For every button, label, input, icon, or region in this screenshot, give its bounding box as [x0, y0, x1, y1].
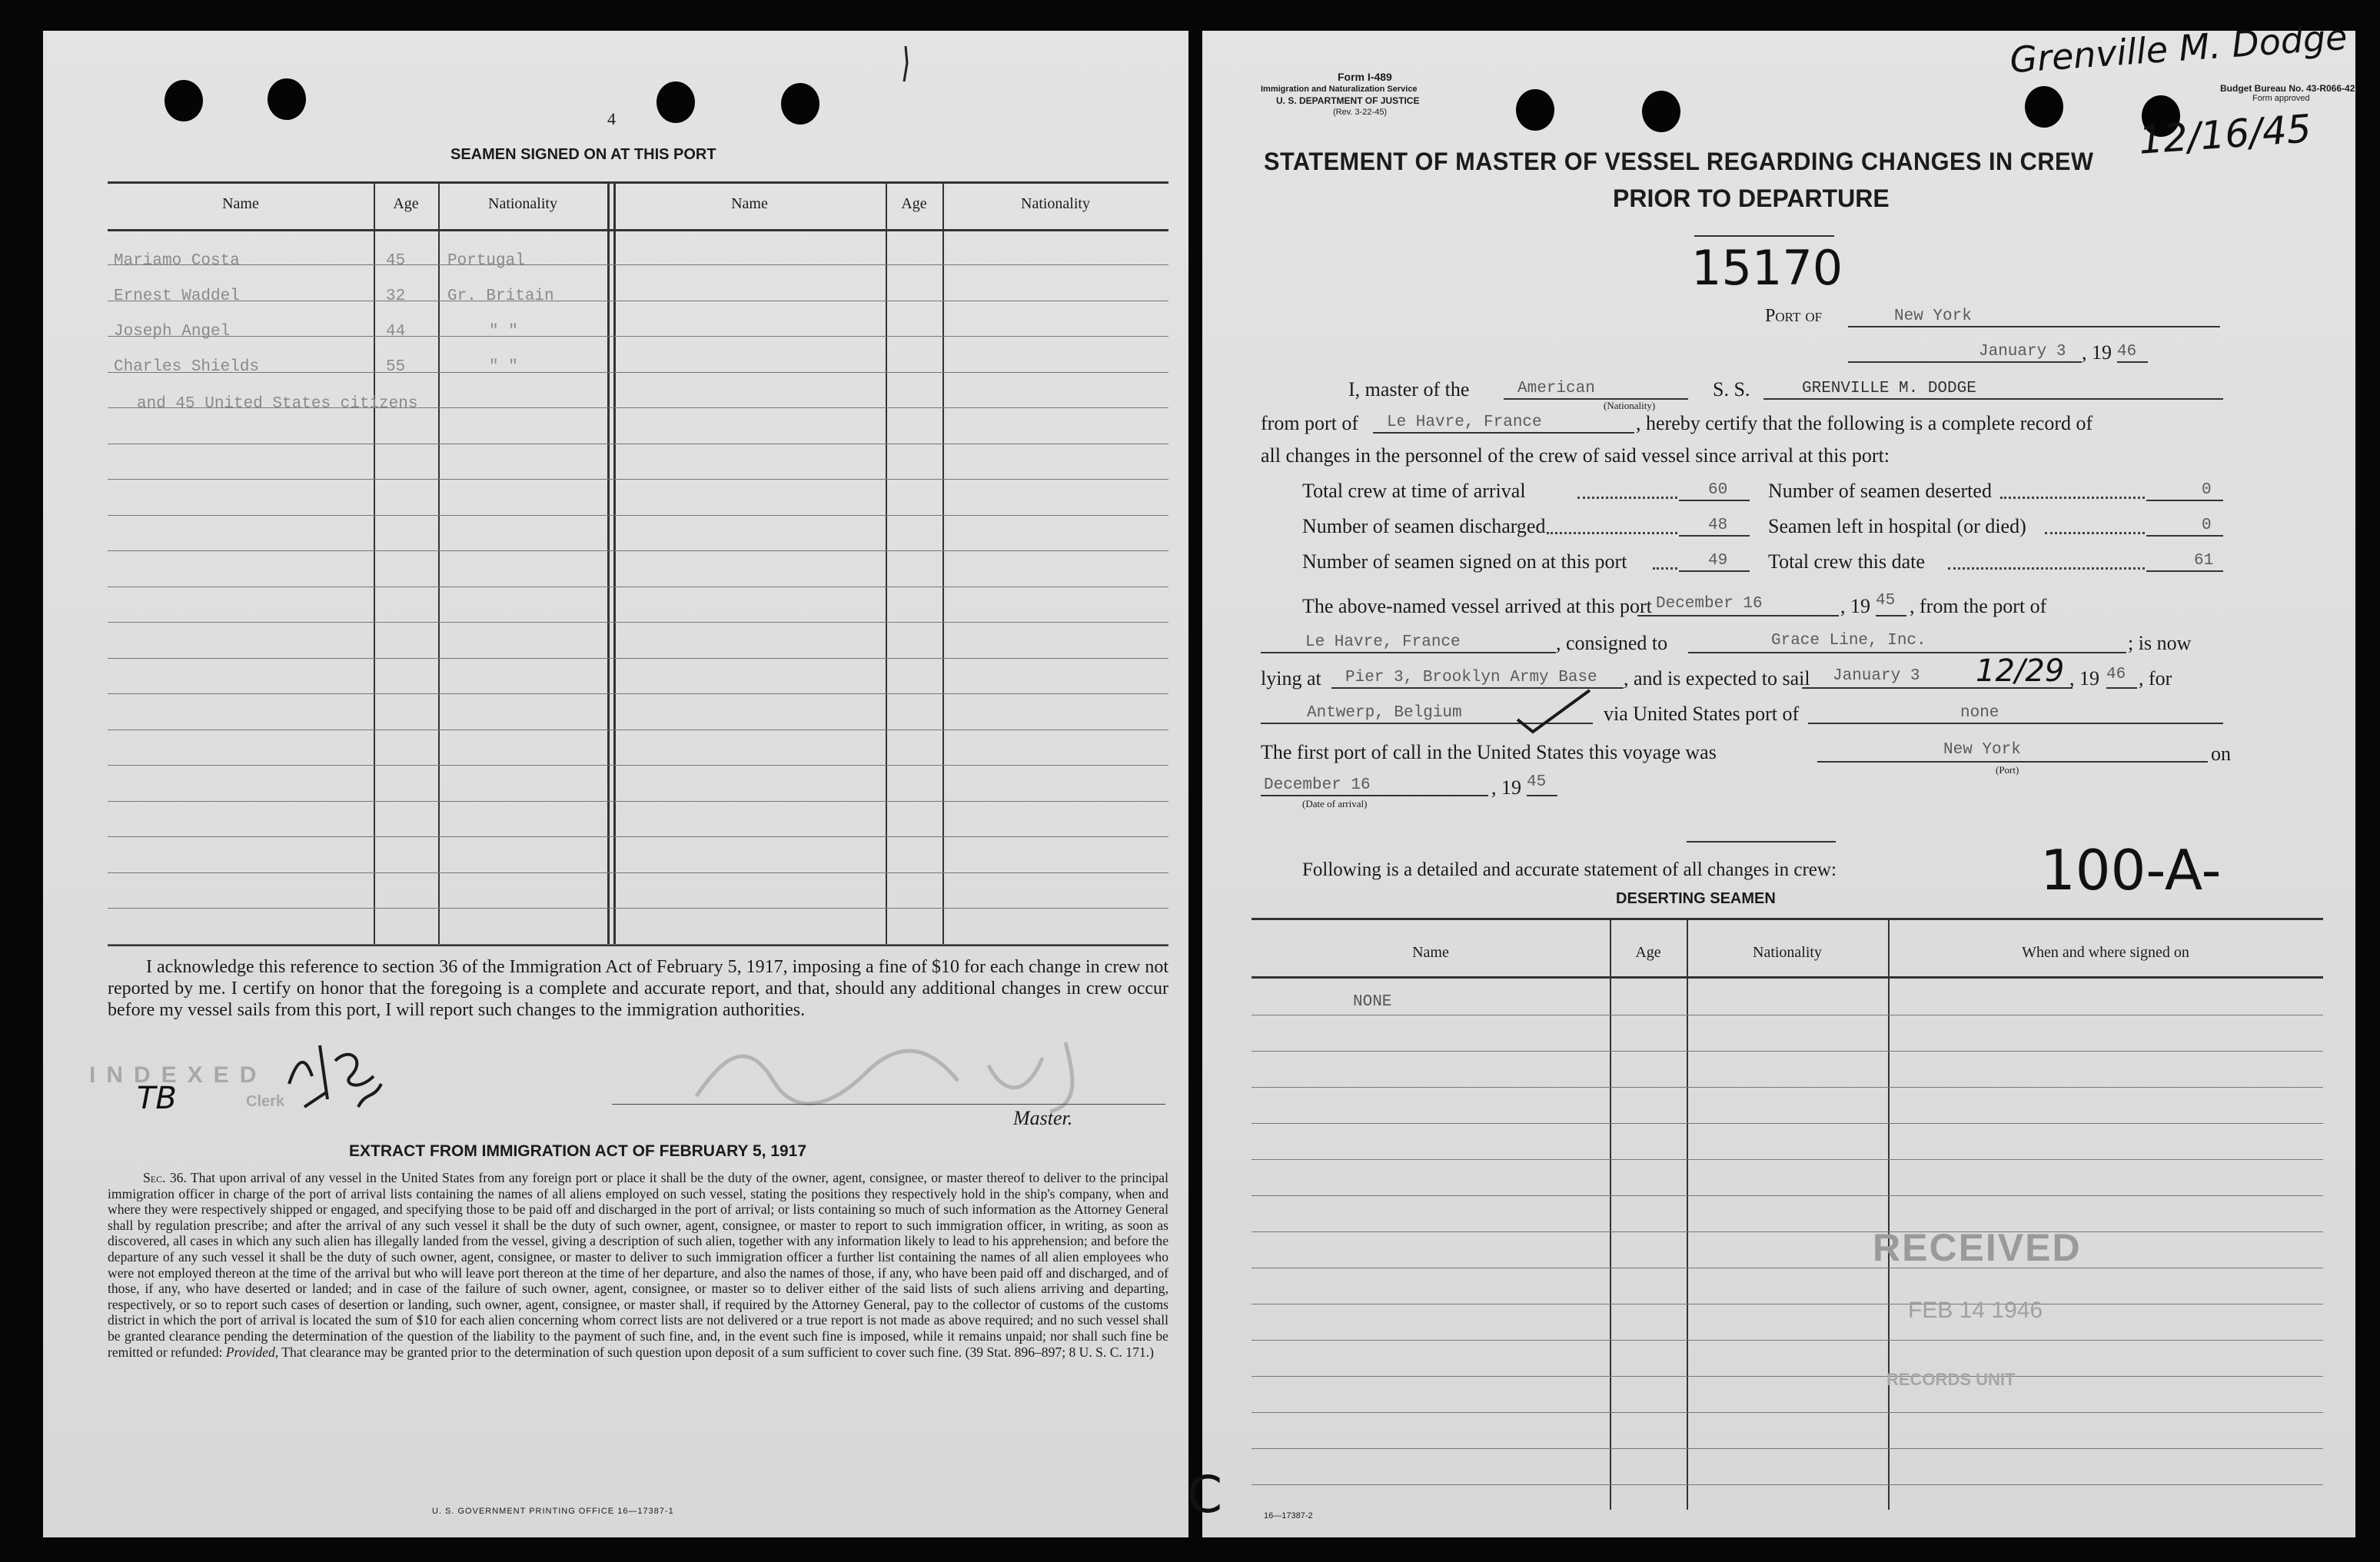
col-divider	[1610, 918, 1611, 1510]
col-divider	[374, 181, 375, 946]
arrived-year-prefix: , 19	[1840, 595, 1870, 617]
first-port-line	[1817, 761, 2208, 763]
row-1-age: 45	[386, 252, 406, 270]
handwritten-initials: TB	[137, 1081, 177, 1116]
row-2-name: Ernest Waddel	[114, 287, 240, 305]
table-row-rule	[1251, 1484, 2323, 1485]
col-divider	[942, 181, 944, 946]
table-row-rule	[108, 515, 1168, 516]
certify-text: , hereby certify that the following is a complete record of	[1636, 412, 2093, 434]
table-row-rule	[1251, 1376, 2323, 1377]
arrived-year-value: 45	[1876, 592, 1896, 610]
value-line	[1679, 570, 1750, 572]
handwritten-file-number: 15170	[1691, 240, 1843, 296]
expected-label: , and is expected to sail	[1624, 667, 1810, 690]
col-divider	[1888, 918, 1890, 1510]
year-line	[2106, 687, 2137, 689]
nationality-line	[1504, 398, 1688, 400]
first-arrival-year-prefix: , 19	[1491, 776, 1521, 799]
date-line	[1848, 361, 2082, 363]
total-crew-date-value: 61	[2194, 552, 2214, 570]
table-row-rule	[1251, 1412, 2323, 1413]
from-port-value: Le Havre, France	[1387, 414, 1542, 431]
col-header-nationality: Nationality	[488, 195, 557, 212]
via-line	[1808, 723, 2223, 724]
punch-hole	[1516, 89, 1554, 131]
extract-title: EXTRACT FROM IMMIGRATION ACT OF FEBRUARY 5, 1917	[349, 1142, 807, 1160]
col-divider	[613, 181, 616, 946]
year-line	[1527, 795, 1557, 796]
punch-hole	[2025, 86, 2063, 128]
extract-section: Sec. 36.	[143, 1170, 187, 1185]
all-changes-text: all changes in the personnel of the crew of said vessel since arrival at this port:	[1261, 444, 1890, 467]
consigned-label: , consigned to	[1556, 632, 1668, 654]
dot-leader	[1547, 532, 1677, 534]
faint-signature-icon	[681, 1027, 1112, 1119]
separator-rule	[1687, 841, 1836, 842]
col-header-nationality: Nationality	[1021, 195, 1090, 212]
table-row-rule	[1251, 1159, 2323, 1160]
arrived-label: The above-named vessel arrived at this port	[1302, 595, 1652, 617]
dot-leader	[2045, 532, 2145, 534]
deserted-label: Number of seamen deserted	[1768, 480, 1992, 502]
first-port-value: New York	[1943, 741, 2021, 759]
discharged-label: Number of seamen discharged	[1302, 515, 1546, 537]
extract-provided: Provided,	[225, 1344, 279, 1360]
extract-tail: That clearance may be granted prior to the determination of such question upon deposit of a sum sufficient to cover such fine. (39 Stat. 896–897; 8 U. S. C. 171.)	[281, 1344, 1154, 1360]
table-row-rule	[108, 479, 1168, 480]
deserting-row-1-name: NONE	[1353, 993, 1392, 1011]
origin-port-value: Le Havre, France	[1305, 633, 1461, 651]
punch-hole	[268, 78, 306, 120]
row-4-nationality: " "	[489, 358, 518, 376]
received-date-stamp: FEB 14 1946	[1908, 1298, 2043, 1323]
col-divider	[886, 181, 887, 946]
lying-at-label: lying at	[1261, 667, 1321, 690]
deserting-title: DESERTING SEAMEN	[1616, 890, 1776, 907]
table-row-rule	[108, 908, 1168, 909]
destination-value: Antwerp, Belgium	[1307, 704, 1462, 722]
deserting-table-header-border	[1251, 976, 2323, 979]
port-caption: (Port)	[1996, 764, 2019, 776]
col-divider	[1687, 918, 1688, 1510]
nationality-caption: (Nationality)	[1604, 400, 1656, 411]
year-prefix: , 19	[2082, 341, 2112, 364]
form-title-1: STATEMENT OF MASTER OF VESSEL REGARDING CHANGES IN CREW	[1264, 148, 2094, 175]
on-label: on	[2211, 743, 2231, 765]
page-number: 4	[607, 109, 616, 128]
dot-leader	[1577, 497, 1677, 499]
table-row-rule	[108, 765, 1168, 766]
form-title-2: PRIOR TO DEPARTURE	[1613, 184, 1890, 212]
staple-mark-icon	[899, 43, 915, 89]
acknowledgement-text: I acknowledge this reference to section 36 of the Immigration Act of February 5, 1917, imposing a fine of $10 for each change in crew not reported by me. I certify on honor that the foregoing is a complete and accurate report, and that, should any additional changes in crew occur before my vessel sails from this port, I will report such changes to the immigration authorities.	[108, 957, 1168, 1020]
handwritten-date: 12/16/45	[2137, 106, 2313, 163]
table-row-rule	[108, 872, 1168, 873]
following-text: Following is a detailed and accurate statement of all changes in crew:	[1302, 859, 1837, 880]
master-label: Master.	[1013, 1107, 1073, 1129]
row-3-nationality: " "	[489, 323, 518, 341]
first-arrival-value: December 16	[1264, 776, 1371, 794]
arrived-line	[1637, 615, 1839, 616]
table-top-border	[108, 181, 1168, 184]
total-crew-arrival-value: 60	[1708, 481, 1728, 499]
table-row-rule	[108, 372, 1168, 373]
first-arrival-line	[1261, 795, 1488, 796]
deserting-col-nationality: Nationality	[1753, 944, 1822, 961]
origin-port-line	[1261, 652, 1556, 653]
table-row-rule	[1251, 1340, 2323, 1341]
year-value: 46	[2117, 343, 2137, 361]
master-of-the-label: I, master of the	[1348, 378, 1470, 400]
date-value: January 3	[1979, 343, 2066, 361]
total-crew-arrival-label: Total crew at time of arrival	[1302, 480, 1526, 502]
from-port-label: from port of	[1261, 412, 1359, 434]
for-label: , for	[2139, 667, 2172, 690]
vessel-name-line	[1763, 398, 2223, 400]
from-the-port-of: , from the port of	[1910, 595, 2047, 617]
port-of-label: Port of	[1765, 306, 1823, 326]
value-line	[2146, 570, 2223, 572]
file-number-rule	[1694, 235, 1834, 237]
table-row-rule	[1251, 1051, 2323, 1052]
value-line	[2146, 500, 2223, 501]
punch-hole	[656, 81, 695, 123]
sail-year-value: 46	[2106, 666, 2126, 683]
arrived-value: December 16	[1656, 595, 1763, 613]
row-5-name: and 45 United States citizens	[137, 395, 418, 413]
row-2-age: 32	[386, 287, 406, 305]
agency-1: Immigration and Naturalization Service	[1261, 85, 1418, 94]
col-divider	[438, 181, 440, 946]
table-row-rule	[108, 336, 1168, 337]
value-line	[1679, 535, 1750, 537]
handwritten-sail-date: 12/29	[1976, 653, 2065, 689]
table-row-rule	[108, 658, 1168, 659]
row-4-name: Charles Shields	[114, 358, 260, 376]
deserting-col-age: Age	[1635, 944, 1661, 961]
year-line	[2117, 361, 2148, 363]
right-page	[1187, 15, 2358, 1537]
deserting-table-top	[1251, 918, 2323, 920]
table-row-rule	[1251, 1231, 2323, 1232]
row-4-age: 55	[386, 358, 406, 376]
form-approved: Form approved	[2252, 94, 2310, 103]
hospital-value: 0	[2202, 517, 2212, 534]
table-row-rule	[108, 729, 1168, 730]
col-header-name: Name	[222, 195, 259, 212]
value-line	[2146, 535, 2223, 537]
handwritten-code: 100-A-	[2040, 838, 2222, 902]
row-3-name: Joseph Angel	[114, 323, 231, 341]
table-row-rule	[108, 836, 1168, 837]
master-signature-line	[612, 1104, 1165, 1105]
table-row-rule	[108, 622, 1168, 623]
check-mark-icon	[1510, 684, 1594, 738]
records-unit-stamp: RECORDS UNIT	[1886, 1370, 2016, 1389]
table-row-rule	[108, 264, 1168, 265]
via-value: none	[1960, 704, 1999, 722]
total-crew-date-label: Total crew this date	[1768, 550, 1925, 573]
deserting-col-name: Name	[1412, 944, 1449, 961]
via-label: via United States port of	[1604, 703, 1800, 725]
table-row-rule	[108, 944, 1168, 945]
table-row-rule	[1251, 1195, 2323, 1196]
from-port-line	[1373, 432, 1634, 434]
clerk-stamp: Clerk	[246, 1093, 285, 1110]
row-1-name: Mariamo Costa	[114, 252, 240, 270]
revision: (Rev. 3-22-45)	[1333, 108, 1388, 117]
punch-hole	[165, 80, 203, 121]
section-title: SEAMEN SIGNED ON AT THIS PORT	[450, 146, 716, 163]
port-of-value: New York	[1894, 307, 1972, 325]
row-2-nationality: Gr. Britain	[447, 287, 554, 305]
printing-office: U. S. GOVERNMENT PRINTING OFFICE 16—17387-1	[432, 1507, 674, 1516]
dot-leader	[2000, 497, 2145, 499]
ss-label: S. S.	[1713, 378, 1750, 400]
table-row-rule	[108, 693, 1168, 694]
discharged-value: 48	[1708, 517, 1728, 534]
row-3-age: 44	[386, 323, 406, 341]
table-row-rule	[1251, 1448, 2323, 1449]
deserting-col-signed-on: When and where signed on	[2022, 944, 2189, 961]
table-row-rule	[108, 550, 1168, 551]
hospital-label: Seamen left in hospital (or died)	[1768, 515, 2026, 537]
lying-at-value: Pier 3, Brooklyn Army Base	[1345, 669, 1597, 686]
value-line	[1679, 500, 1750, 501]
received-stamp: RECEIVED	[1873, 1226, 2082, 1269]
sail-date-value: January 3	[1833, 667, 1920, 685]
signed-on-value: 49	[1708, 552, 1728, 570]
budget-bureau: Budget Bureau No. 43-R066-42.	[2220, 83, 2358, 94]
consignee-value: Grace Line, Inc.	[1771, 632, 1926, 650]
sail-year-prefix: , 19	[2069, 667, 2099, 690]
handwritten-vessel-name: Grenville M. Dodge	[2008, 15, 2349, 81]
left-page	[43, 31, 1188, 1537]
port-of-line	[1848, 326, 2220, 327]
nationality-value: American	[1517, 380, 1595, 397]
extract-body: That upon arrival of any vessel in the United States from any foreign port or place it shall be the duty of the owner, agent, consignee, or master thereof to deliver to the principal immigration officer in charge of the port of arrival lists containing the names of all aliens employed on such vessel, stating the positions they respectively hold in the ship's company, when and where they were respectively shipped or engaged, and specifying those to be paid off and discharged in the port of arrival; or lists containing so much of such information as the Attorney General shall by regulation prescribe; and after the arrival of any such vessel it shall be the duty of such owner, agent, consignee, or master to report to such immigration officer, in writing, as soon as discovered, all cases in which any such alien has illegally landed from the vessel, giving a description of such alien, together with any information likely to lead to his apprehension; and before the departure of any such vessel it shall be the duty of such owner, agent, consignee, or master to deliver to such immigration officer a further list containing the names of all alien employees who were not employed thereon at the time of the arrival but who will leave port thereon at the time of her departure, and also the names of those, if any, who have been paid off and discharged, and of those, if any, who have deserted or landed; and in case of the failure of such owner, agent, consignee, or master so to deliver either of the said lists of such aliens arriving and departing, respectively, or so to report such cases of desertion or landing, such owner, agent, consignee, or master shall, if required by the Attorney General, pay to the collector of customs of the customs district in which the port of arrival is located the sum of $10 for each alien concerning whom correct lists are not delivered or a true report is not made as above required; and no such vessel shall be granted clearance pending the determination of the question of the liability to the payment of such fine, and, in the event such fine is imposed, while it remains unpaid; nor shall such fine be remitted or refunded:	[108, 1170, 1168, 1360]
extract-text	[108, 1170, 1168, 1360]
col-header-name: Name	[731, 195, 768, 212]
first-port-label: The first port of call in the United States this voyage was	[1261, 741, 1717, 763]
is-now-label: ; is now	[2128, 632, 2192, 654]
punch-hole	[1642, 91, 1680, 132]
signed-on-label: Number of seamen signed on at this port	[1302, 550, 1627, 573]
date-of-arrival-caption: (Date of arrival)	[1302, 798, 1368, 809]
indexed-stamp: INDEXED	[89, 1062, 268, 1088]
vessel-name-value: GRENVILLE M. DODGE	[1802, 380, 1976, 397]
col-header-age: Age	[901, 195, 927, 212]
footer-code: 16—17387-2	[1264, 1511, 1313, 1520]
table-row-rule	[108, 801, 1168, 802]
col-header-age: Age	[393, 195, 419, 212]
year-line	[1876, 615, 1906, 616]
first-arrival-year: 45	[1527, 773, 1547, 791]
form-number: Form I-489	[1338, 71, 1392, 83]
deserted-value: 0	[2202, 481, 2212, 499]
handwritten-scribble-icon	[274, 1030, 397, 1115]
col-divider	[607, 181, 610, 946]
table-header-border	[108, 229, 1168, 231]
table-row-rule	[1251, 1087, 2323, 1088]
row-1-nationality: Portugal	[447, 252, 525, 270]
margin-mark: C	[1187, 1465, 1223, 1524]
punch-hole	[781, 83, 819, 125]
agency-2: U. S. DEPARTMENT OF JUSTICE	[1276, 95, 1420, 106]
dot-leader	[1653, 567, 1677, 570]
table-row-rule	[1251, 1123, 2323, 1124]
dot-leader	[1948, 567, 2145, 570]
